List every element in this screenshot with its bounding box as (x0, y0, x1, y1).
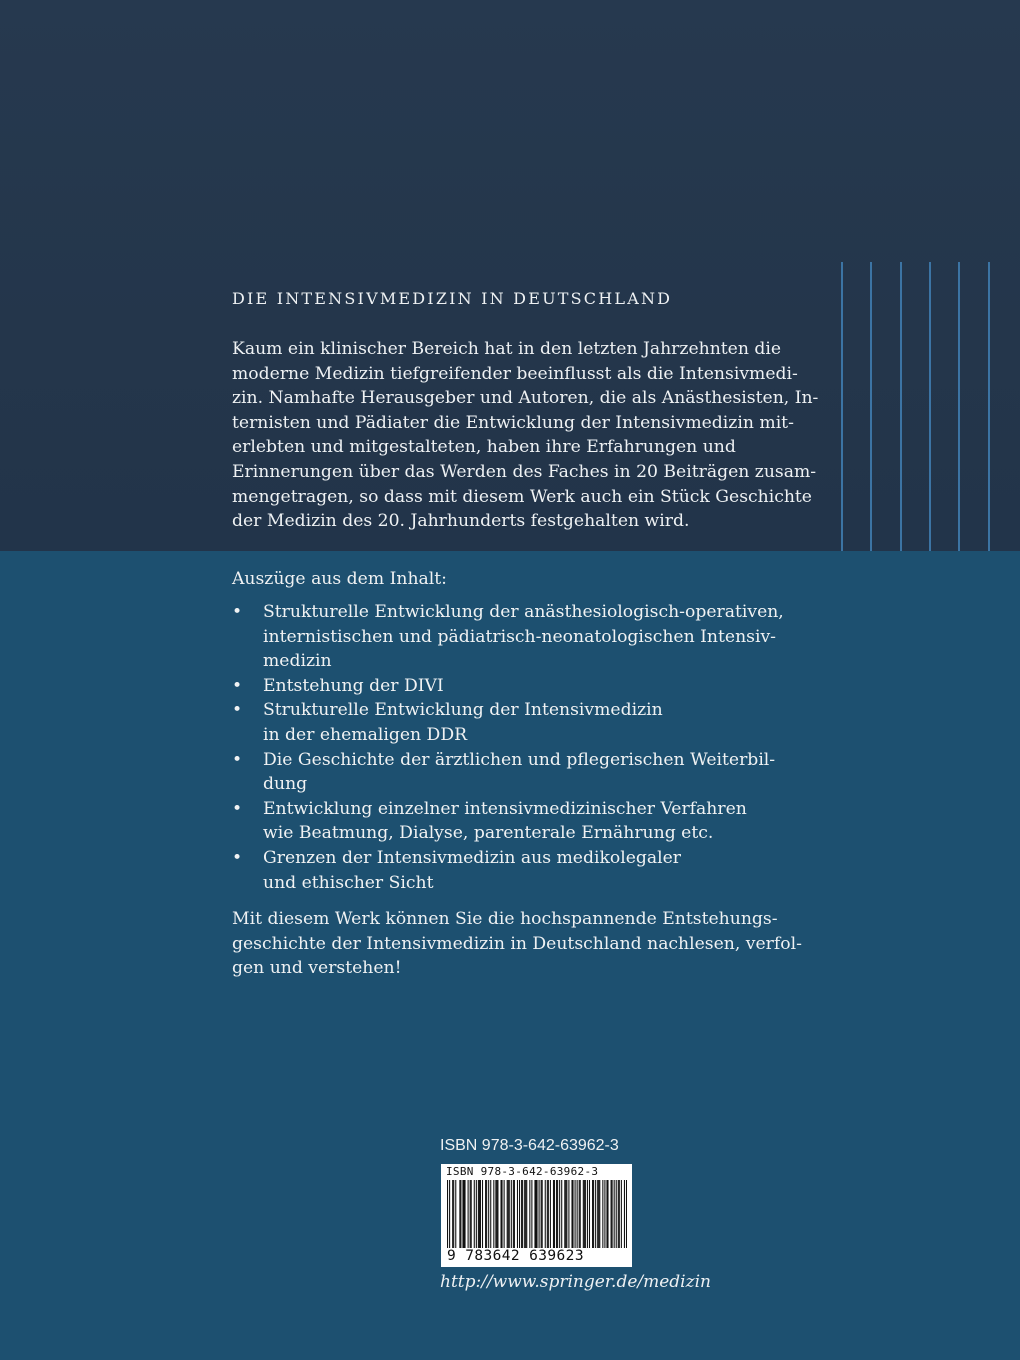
closing-line: gen und verstehen! (232, 958, 402, 979)
barcode-bar (571, 1180, 572, 1248)
barcode-bar (592, 1180, 593, 1248)
barcode-bar (525, 1180, 526, 1248)
barcode-digits: 9 783642 639623 (447, 1248, 584, 1264)
bullet-icon: • (232, 602, 243, 622)
list-item (232, 698, 752, 747)
barcode-bar (522, 1180, 523, 1248)
list-item-line: dung (263, 774, 308, 795)
excerpt-title: Auszüge aus dem Inhalt: (232, 569, 447, 589)
barcode-bar (557, 1180, 558, 1248)
barcode-bar (480, 1180, 481, 1248)
barcode-bar (583, 1180, 584, 1248)
barcode-bar (585, 1180, 586, 1248)
accent-line (900, 262, 902, 551)
barcode-bar (531, 1180, 532, 1248)
barcode-bar (464, 1180, 465, 1248)
barcode-bar (535, 1180, 536, 1248)
intro-line: moderne Medizin tiefgreifender beeinflusst als die Intensivmedi- (232, 363, 798, 384)
barcode-bar (575, 1180, 576, 1248)
accent-line (870, 262, 872, 551)
barcode-bar (486, 1180, 487, 1248)
barcode-bar (589, 1180, 590, 1248)
barcode-bar (572, 1180, 573, 1248)
contents-list (232, 600, 784, 895)
barcode-bar (470, 1180, 471, 1248)
list-item (232, 748, 776, 797)
barcode-bar (482, 1180, 483, 1248)
closing-line: Mit diesem Werk können Sie die hochspannende Entstehungs- (232, 909, 778, 929)
list-item-line: Entwicklung einzelner intensivmedizinischer Verfahren (263, 798, 747, 819)
barcode-bar (621, 1180, 622, 1248)
publisher-url[interactable]: http://www.springer.de/medizin (440, 1272, 711, 1292)
list-item-line: wie Beatmung, Dialyse, parenterale Ernährung etc. (263, 823, 714, 844)
intro-line: Kaum ein klinischer Bereich hat in den letzten Jahrzehnten die (232, 339, 782, 359)
barcode-bar (524, 1180, 525, 1248)
barcode-bar (511, 1180, 512, 1248)
barcode-bar (447, 1180, 448, 1248)
barcode-bar (611, 1180, 612, 1248)
barcode-bar (495, 1180, 496, 1248)
list-item-line: internistischen und pädiatrisch-neonatologischen Intensiv- (263, 626, 776, 647)
list-item-line: Entstehung der DIVI (263, 675, 444, 696)
barcode-bar (565, 1180, 566, 1248)
barcode-bar (497, 1180, 498, 1248)
list-item-line: Grenzen der Intensivmedizin aus medikolegaler (263, 847, 682, 868)
isbn-label: ISBN 978-3-642-63962-3 (440, 1137, 619, 1154)
barcode-bar (580, 1180, 581, 1248)
barcode-bar (468, 1180, 469, 1248)
barcode-bar (618, 1180, 619, 1248)
barcode-bar (606, 1180, 607, 1248)
closing-line: geschichte der Intensivmedizin in Deutschland nachlesen, verfol- (232, 933, 802, 954)
barcode-bar (542, 1180, 543, 1248)
barcode-bar (514, 1180, 515, 1248)
intro-line: mengetragen, so dass mit diesem Werk auch ein Stück Geschichte (232, 486, 812, 507)
barcode-bar (490, 1180, 491, 1248)
barcode-bar (545, 1180, 546, 1248)
bullet-icon: • (232, 700, 243, 721)
barcode-bar (521, 1180, 522, 1248)
barcode-bars (447, 1180, 627, 1248)
list-item-line: und ethischer Sicht (263, 872, 434, 893)
barcode-bar (566, 1180, 567, 1248)
barcode-bar (519, 1180, 520, 1248)
bullet-icon: • (232, 847, 243, 868)
list-item-line: Die Geschichte der ärztlichen und pflegerischen Weiterbil- (263, 749, 776, 770)
barcode-bar (513, 1180, 514, 1248)
barcode-bar (507, 1180, 508, 1248)
barcode-bar (619, 1180, 620, 1248)
barcode-bar (496, 1180, 497, 1248)
intro-line: zin. Namhafte Herausgeber und Autoren, die als Anästhesisten, In- (232, 388, 819, 409)
barcode-bar (614, 1180, 615, 1248)
barcode-bar (517, 1180, 518, 1248)
barcode-bar (452, 1180, 453, 1248)
barcode-bar (607, 1180, 608, 1248)
barcode-bar (595, 1180, 596, 1248)
barcode-bar (453, 1180, 454, 1248)
barcode-bar (550, 1180, 551, 1248)
barcode-bar (459, 1180, 460, 1248)
barcode-bar (536, 1180, 537, 1248)
barcode-bar (568, 1180, 569, 1248)
barcode-bar (598, 1180, 599, 1248)
bullet-icon: • (232, 798, 243, 819)
barcode-bar (485, 1180, 486, 1248)
barcode-bar (462, 1180, 463, 1248)
section-heading: DIE INTENSIVMEDIZIN IN DEUTSCHLAND (232, 289, 673, 308)
barcode-bar (602, 1180, 603, 1248)
barcode-bar (500, 1180, 501, 1248)
barcode-bar (526, 1180, 527, 1248)
accent-line (929, 262, 931, 551)
barcode-bar (471, 1180, 472, 1248)
barcode-bar (554, 1180, 555, 1248)
list-item (232, 846, 752, 895)
barcode-bar (612, 1180, 613, 1248)
accent-line (958, 262, 960, 551)
barcode-bar (509, 1180, 510, 1248)
intro-line: Erinnerungen über das Werden des Faches in 20 Beiträgen zusam- (232, 461, 817, 482)
list-item-line: Strukturelle Entwicklung der Intensivmedizin (263, 700, 663, 721)
barcode-bar (504, 1180, 505, 1248)
barcode-bar (584, 1180, 585, 1248)
barcode-bar (599, 1180, 600, 1248)
barcode-bar (587, 1180, 588, 1248)
list-item (232, 600, 784, 674)
barcode-isbn-text: ISBN 978-3-642-63962-3 (446, 1165, 599, 1178)
bullet-icon: • (232, 749, 243, 770)
barcode-bar (547, 1180, 548, 1248)
barcode-bar (460, 1180, 461, 1248)
barcode-bar (463, 1180, 464, 1248)
barcode-bar (561, 1180, 562, 1248)
barcode-bar (493, 1180, 494, 1248)
barcode-bar (559, 1180, 560, 1248)
isbn-barcode (441, 1164, 632, 1267)
accent-line (988, 262, 990, 551)
barcode-bar (534, 1180, 535, 1248)
barcode-bar (488, 1180, 489, 1248)
barcode-bar (579, 1180, 580, 1248)
barcode-bar (564, 1180, 565, 1248)
barcode-bar (577, 1180, 578, 1248)
barcode-bar (479, 1180, 480, 1248)
list-item-line: medizin (263, 651, 332, 672)
barcode-bar (539, 1180, 540, 1248)
barcode-bar (553, 1180, 554, 1248)
barcode-bar (474, 1180, 475, 1248)
barcode-bar (502, 1180, 503, 1248)
barcode-bar (626, 1180, 627, 1248)
barcode-bar (624, 1180, 625, 1248)
barcode-bar (478, 1180, 479, 1248)
intro-paragraph (232, 337, 819, 534)
barcode-bar (541, 1180, 542, 1248)
barcode-bar (529, 1180, 530, 1248)
barcode-bar (449, 1180, 450, 1248)
barcode-bar (556, 1180, 557, 1248)
barcode-bar (476, 1180, 477, 1248)
barcode-bar (593, 1180, 594, 1248)
barcode-bar (548, 1180, 549, 1248)
list-item (232, 674, 752, 699)
barcode-bar (597, 1180, 598, 1248)
barcode-bar (604, 1180, 605, 1248)
list-item-line: Strukturelle Entwicklung der anästhesiologisch-operativen, (263, 602, 784, 622)
list-item (232, 797, 752, 846)
list-item-line: in der ehemaligen DDR (263, 724, 468, 745)
barcode-bar (616, 1180, 617, 1248)
intro-line: der Medizin des 20. Jahrhunderts festgehalten wird. (232, 511, 690, 532)
intro-line: erlebten und mitgestalteten, haben ihre Erfahrungen und (232, 437, 736, 458)
barcode-bar (508, 1180, 509, 1248)
barcode-bar (455, 1180, 456, 1248)
intro-line: ternisten und Pädiater die Entwicklung der Intensivmedizin mit- (232, 412, 794, 433)
bullet-icon: • (232, 675, 243, 696)
closing-paragraph (232, 907, 802, 981)
accent-line (841, 262, 843, 551)
vertical-accent-lines (836, 262, 1020, 551)
